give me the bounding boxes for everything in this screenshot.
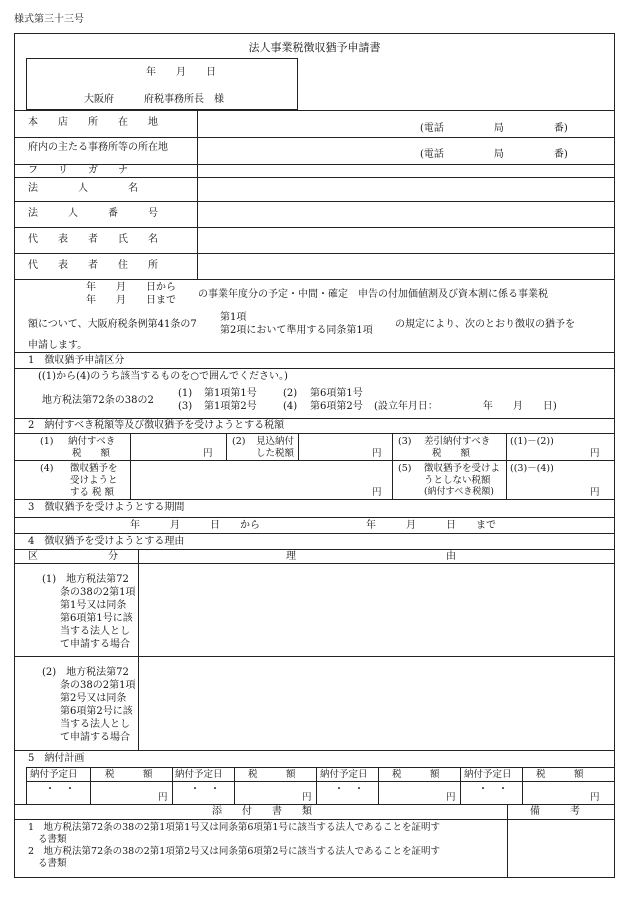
addressee: 大阪府 府税事務所長 様 <box>84 94 224 105</box>
case1-line: 条の38の2第1項 <box>60 587 136 598</box>
c5-formula: ((3)－(4)) <box>510 463 554 474</box>
attachment-item-1-cont: る書類 <box>38 834 67 845</box>
plan-date-header: 納付予定日 <box>175 769 223 780</box>
c4-label-1: 徴収猶予を <box>70 463 118 474</box>
c3-label-2: 税 額 <box>432 448 471 459</box>
c3-num: (3) <box>398 436 412 447</box>
form-title: 法人事業税徴収猶予申請書 <box>248 41 381 54</box>
statement-line2a: 額について、大阪府税条例第41条の7 <box>28 319 197 330</box>
c3-formula: ((1)－(2)) <box>510 436 554 447</box>
plan-date-placeholder: ・ ・ <box>334 784 364 795</box>
plan-amount-header: 税 額 <box>392 769 440 780</box>
c2-num: (2) <box>232 436 246 447</box>
c5-label-3: (納付すべき税額) <box>424 487 494 497</box>
plan-yen: 円 <box>446 792 456 803</box>
case1-line: て申請する場合 <box>60 639 130 650</box>
period-to: 年 月 日 まで <box>366 520 496 531</box>
section2-heading: 2 納付すべき税額等及び徴収猶予を受けようとする税額 <box>28 420 285 431</box>
c1-label-1: 納付すべき <box>68 436 116 447</box>
plan-date-placeholder: ・ ・ <box>45 784 75 795</box>
option-1-num: (1) <box>178 388 193 399</box>
section4-heading: 4 徴収猶予を受けようとする理由 <box>28 536 185 547</box>
c5-label-1: 徴収猶予を受けよ <box>424 463 501 474</box>
plan-yen: 円 <box>590 792 600 803</box>
date-line: 年 月 日 <box>146 67 216 78</box>
head-office-label: 本 店 所 在 地 <box>28 117 158 128</box>
c3-yen: 円 <box>590 448 600 459</box>
c2-label-2: した税額 <box>256 448 295 459</box>
c1-label-2: 税 額 <box>72 448 111 459</box>
c3-label-1: 差引納付すべき <box>424 436 491 447</box>
case2-line: 第2号又は同条 <box>60 693 127 704</box>
option-4-num: (4) <box>283 401 298 412</box>
main-office-phone: (電話 局 番) <box>420 149 568 160</box>
case2-line: て申請する場合 <box>60 732 130 743</box>
case2-line: (2) 地方税法第72 <box>42 667 129 678</box>
option-2: 第6項第1号 <box>310 388 363 399</box>
plan-date-placeholder: ・ ・ <box>190 784 220 795</box>
furigana-label: フ リ ガ ナ <box>28 165 128 176</box>
attachments-heading: 添 付 書 類 <box>212 806 312 817</box>
form-number: 様式第三十三号 <box>14 14 84 25</box>
col-category: 区 分 <box>28 551 118 562</box>
case2-line: 条の38の2第1項 <box>60 680 136 691</box>
statement-line2b: の規定により、次のとおり徴収の猶予を <box>395 319 575 330</box>
remarks-heading: 備 考 <box>530 806 580 817</box>
option-3: 第1項第2号 <box>204 401 257 412</box>
statement-line1: の事業年度分の予定・中間・確定 申告の付加価値割及び資本割に係る事業税 <box>198 289 548 300</box>
plan-date-header: 納付予定日 <box>320 769 368 780</box>
c2-yen: 円 <box>372 448 382 459</box>
c1-yen: 円 <box>203 448 213 459</box>
case1-line: (1) 地方税法第72 <box>42 574 129 585</box>
plan-date-placeholder: ・ ・ <box>478 784 508 795</box>
head-office-phone: (電話 局 番) <box>420 123 568 134</box>
c5-label-2: うとしない税額 <box>424 475 491 486</box>
option-3-num: (3) <box>178 401 193 412</box>
c2-label-1: 見込納付 <box>256 436 295 447</box>
case1-line: 第1号又は同条 <box>60 600 127 611</box>
main-office-label: 府内の主たる事務所等の所在地 <box>28 142 168 153</box>
rep-name-label: 代 表 者 氏 名 <box>28 234 158 245</box>
plan-amount-header: 税 額 <box>248 769 296 780</box>
rep-address-label: 代 表 者 住 所 <box>28 260 158 271</box>
c5-num: (5) <box>398 463 412 474</box>
attachment-item-2-cont: る書類 <box>38 858 67 869</box>
section1-heading: 1 徴収猶予申請区分 <box>28 355 125 366</box>
section3-heading: 3 徴収猶予を受けようとする期間 <box>28 502 185 513</box>
case1-line: 当する法人とし <box>60 626 130 637</box>
c4-num: (4) <box>40 463 54 474</box>
plan-date-header: 納付予定日 <box>30 769 78 780</box>
plan-amount-header: 税 額 <box>536 769 584 780</box>
plan-yen: 円 <box>302 792 312 803</box>
statement-to: 年 月 日まで <box>86 295 176 306</box>
case1-line: 第6項第1号に該 <box>60 613 133 624</box>
c5-yen: 円 <box>590 487 600 498</box>
statement-para2: 第2項において準用する同条第1項 <box>220 325 373 336</box>
col-reason: 理 由 <box>286 551 456 562</box>
plan-date-header: 納付予定日 <box>464 769 512 780</box>
attachment-item-1: 1 地方税法第72条の38の2第1項第1号又は同条第6項第1号に該当する法人であることを証明す <box>28 822 440 833</box>
case2-line: 当する法人とし <box>60 719 130 730</box>
statement-from: 年 月 日から <box>86 282 176 293</box>
option-2-num: (2) <box>283 388 298 399</box>
corp-name-label: 法 人 名 <box>28 183 138 194</box>
plan-yen: 円 <box>158 792 168 803</box>
statement-para1: 第1項 <box>220 312 247 323</box>
c4-label-3: する 税 額 <box>70 487 115 498</box>
c4-label-2: 受けようと <box>70 475 118 486</box>
c4-yen: 円 <box>372 487 382 498</box>
attachment-item-2: 2 地方税法第72条の38の2第1項第2号又は同条第6項第2号に該当する法人であることを証明す <box>28 846 440 857</box>
statement-line3: 申請します。 <box>28 340 88 351</box>
corp-number-label: 法 人 番 号 <box>28 208 158 219</box>
section1-instruction: ((1)から(4)のうち該当するものを○で囲んでください。) <box>38 371 288 382</box>
option-1: 第1項第1号 <box>204 388 257 399</box>
c1-num: (1) <box>40 436 54 447</box>
section5-heading: 5 納付計画 <box>28 753 85 764</box>
case2-line: 第6項第2号に該 <box>60 706 133 717</box>
option-4: 第6項第2号 <box>310 401 363 412</box>
plan-amount-header: 税 額 <box>105 769 153 780</box>
section1-law: 地方税法第72条の38の2 <box>42 395 154 406</box>
period-from: 年 月 日 から <box>130 520 260 531</box>
established-date: (設立年月日： 年 月 日) <box>374 401 557 412</box>
